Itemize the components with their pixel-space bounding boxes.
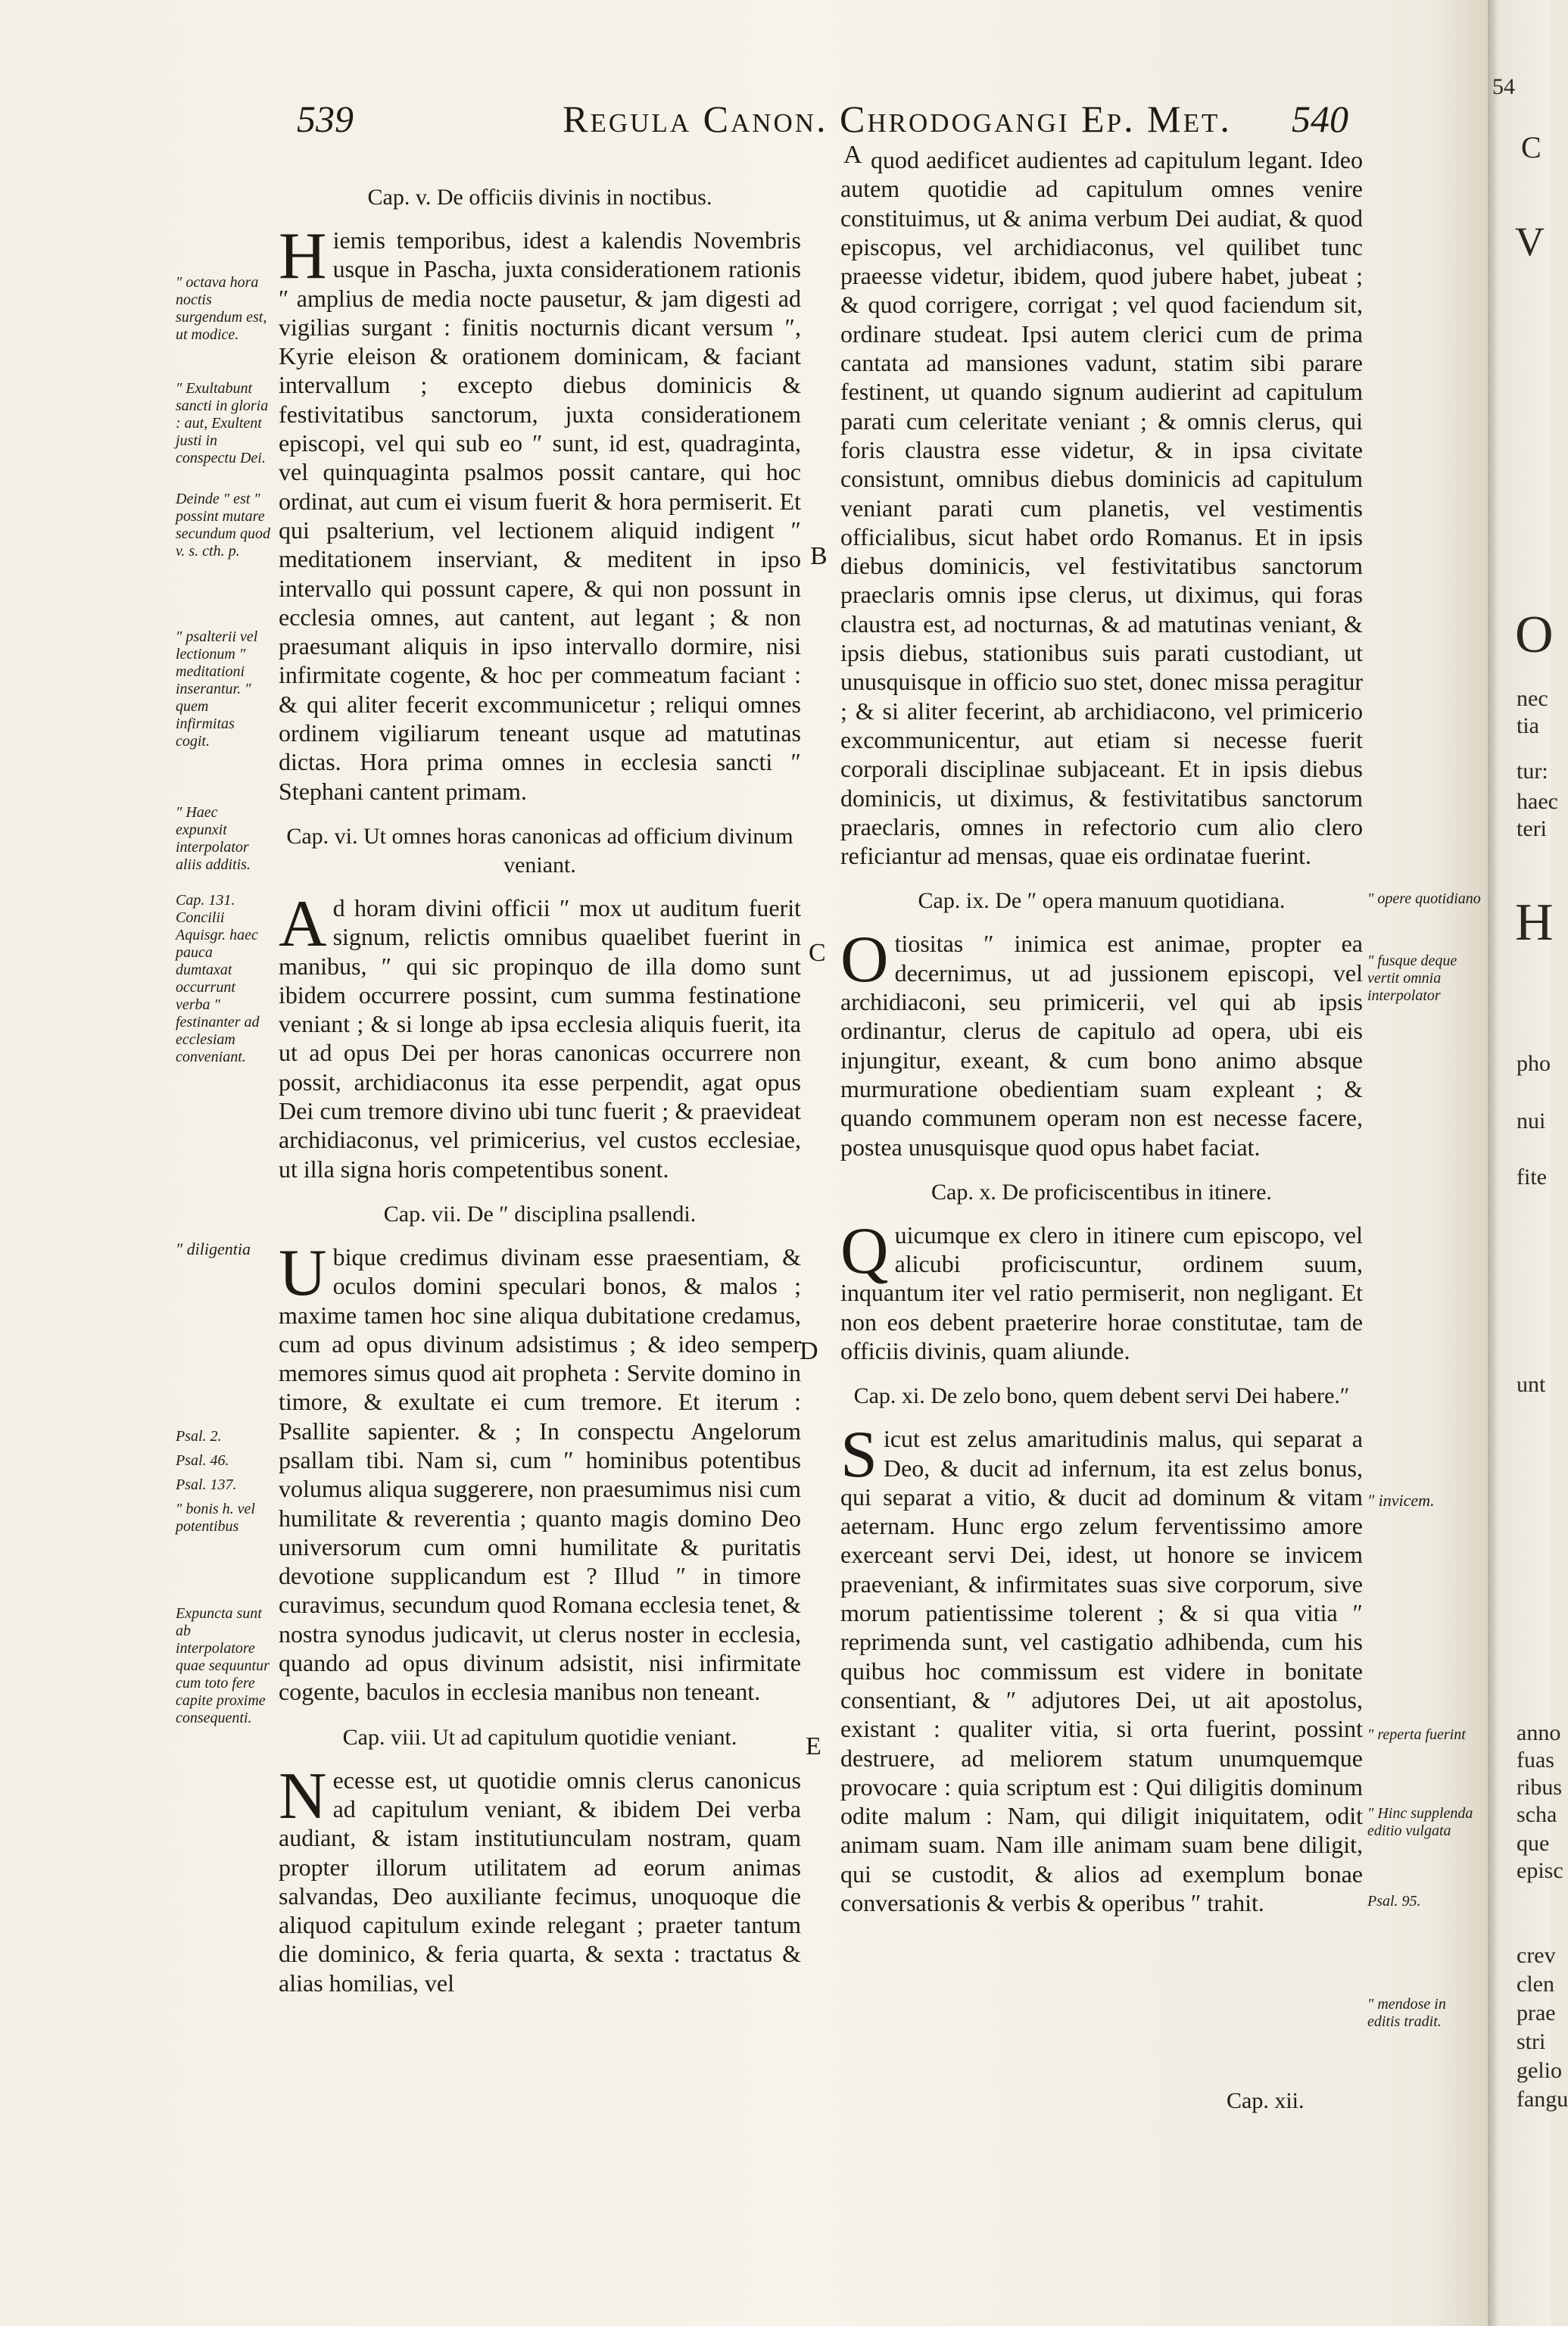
chapter-text: Necesse est, ut quotidie omnis clerus canonicus ad capitulum veniant, & ibidem Dei verba audiant, & istam institutiunculam nostram, quam propter illorum utilitatem ad eorum animas salvandas, Deo auxiliante fecimus, unoquoque die aliquod capitulum exinde relegant ; praeter tantum die dominico, & feria quarta, & sexta : tractatus & alias homilias, vel <box>279 1759 801 1997</box>
margin-note: ″ octava hora noctis surgendum est, ut modice. <box>176 274 267 343</box>
chapter-heading: Cap. ix. De ″ opera manuum quotidiana. <box>918 888 1286 914</box>
adjacent-fragment: gelio <box>1517 2058 1562 2083</box>
adjacent-fragment: ribus <box>1517 1775 1562 1800</box>
drop-cap: S <box>840 1418 878 1492</box>
drop-cap: N <box>279 1759 327 1833</box>
adjacent-fragment: C <box>1521 130 1542 164</box>
adjacent-fragment: nec <box>1517 686 1548 711</box>
drop-cap: H <box>279 220 327 293</box>
margin-note: ″ psalterii vel lectionum ″ meditationi inserantur. ″ quem infirmitas cogit. <box>176 628 258 750</box>
adjacent-fragment: scha <box>1517 1802 1557 1827</box>
chapter-heading: Cap. vi. Ut omnes horas canonicas ad officium divinum veniant. <box>286 823 793 878</box>
adjacent-fragment: que <box>1517 1831 1550 1856</box>
margin-note: Deinde ″ est ″ possint mutare secundum quod v. s. cth. p. <box>176 491 270 560</box>
chapter-heading: Cap. vii. De ″ disciplina psallendi. <box>383 1201 697 1227</box>
drop-cap: Q <box>840 1214 889 1288</box>
adjacent-fragment: teri <box>1517 816 1547 841</box>
chapter-heading: Cap. x. De proficiscentibus in itinere. <box>931 1179 1272 1205</box>
margin-note: Psal. 95. <box>1367 1893 1421 1910</box>
chapter-text: Quicumque ex clero in itinere cum episcopo, vel alicubi proficiscuntur, ordinem suum, inquantum iter vel ratio permiserit, non negligant. Et non eos debent praeterire horae constitutae, tam de officiis divinis, quam aliunde. <box>840 1214 1363 1364</box>
catchword: Cap. xii. <box>1227 2088 1305 2113</box>
chapter-text: Ad horam divini officii ″ mox ut auditum fuerit signum, relictis omnibus quaelibet fuerint in manibus, ″ qui sic propinquo de illa domo sunt ibidem occurrere possint, cum summa festinatione veniant ; & si longe ab ipsa ecclesia aliquis fuerit, ita ut ad opus Dei per horas canonicas occurrere non possit, archidiaconus ita esse perpendit, agat opus Dei cum tremore divino ubi tunc fuerit ; & praevideat archidiaconus, vel primicerius, vel custos ecclesiae, ut illa signa horis competentibus sonent. <box>279 887 801 1183</box>
chapter-text: Sicut est zelus amaritudinis malus, qui separat a Deo, & ducit ad infernum, ita est zelus bonus, qui separat a vitio, & ducit ad dominum & vitam aeternam. Hunc ergo zelum ferventissimo amore exerceant servi Dei, idest, ut honore se invicem praeveniant, & infirmitates suas sive corporum, sive morum patientissime tolerent ; & si qua vitia ″ reprimenda sunt, vel castigatio adhibenda, cum his quibus hoc commissum est videre in bonitate consentiant, & ″ adjutores Dei, ut ait apostolus, existant : qualiter vitia, si orta fuerint, possint destruere, ad meliorem statum unumquemque provocare : quia scriptum est : Qui diligitis dominum odite malum : Nam, qui diligit iniquitatem, odit animam suam. Nam ille animam suam bene diligit, qui se custodit, & alios ad exemplum bonae conversationis & verbis & operibus ″ trahit. <box>840 1418 1363 1917</box>
adjacent-fragment: anno <box>1517 1720 1561 1745</box>
adjacent-fragment: haec <box>1517 789 1558 814</box>
adjacent-page-edge <box>1488 0 1568 2326</box>
adjacent-fragment: unt <box>1517 1372 1546 1397</box>
margin-note: Expuncta sunt ab interpolatore quae sequuntur cum toto fere capite proxime consequenti. <box>176 1605 270 1726</box>
adjacent-fragment: fangu <box>1517 2087 1568 2112</box>
page-number-right: 540 <box>1292 98 1348 140</box>
margin-note: ″ invicem. <box>1367 1491 1435 1510</box>
margin-note: ″ diligentia <box>176 1239 251 1258</box>
margin-note: Cap. 131. Concilii Aquisgr. haec pauca dumtaxat occurrunt verba ″ festinanter ad ecclesiam conveniant. <box>176 892 260 1065</box>
right-text-column <box>840 145 1363 1928</box>
adjacent-fragment: crev <box>1517 1943 1556 1968</box>
drop-cap: A <box>279 887 327 961</box>
drop-cap: U <box>279 1236 327 1310</box>
margin-note: Psal. 2. <box>176 1428 222 1445</box>
chapter-heading: Cap. viii. Ut ad capitulum quotidie veniant. <box>342 1724 737 1750</box>
adjacent-fragment: tia <box>1517 713 1539 738</box>
section-letter: C <box>809 939 826 967</box>
adjacent-fragment: prae <box>1517 2000 1556 2025</box>
adjacent-fragment: O <box>1515 606 1554 664</box>
adjacent-fragment: episc <box>1517 1858 1563 1883</box>
chapter-text: Hiemis temporibus, idest a kalendis Novembris usque in Pascha, juxta considerationem rationis ″ amplius de media nocte pausetur, & jam digesti ad vigilias surgant : finitis nocturnis dicant versum ″, Kyrie eleison & orationem dominicam, & faciant intervallum ; excepto diebus dominicis & festivitatibus sanctorum, juxta considerationem episcopi, vel qui sub eo ″ sunt, id est, quadraginta, vel quinquaginta psalmos possit cantare, qui hoc ordinat, aut cum ei visum fuerit & hora permiserit. Et qui psalterium, vel lectionem aliquid indigent ″ meditationem inserviant, & meditent in ipso intervallo qui possunt capere, & qui non possunt in ecclesia omnes, aut cantent, aut legant ; & non praesumant aliquis in ipso intervallo dormire, nisi infirmitate cogente, & hoc per commeatum faciant : & qui aliter fecerit excommunicetur ; reliqui omnes ordinem vigiliarum teneant usque ad matutinas dictas. Hora prima omnes in ecclesia sancti ″ Stephani cantent primam. <box>279 220 801 805</box>
chapter-text: Otiositas ″ inimica est animae, propter ea decernimus, ut ad jussionem episcopi, vel archidiaconi, seu primicerii, vel qui ab ipsis ordinantur, clerus de capitulo ad opera, ubi eis injungitur, exeant, & cum bono animo absque murmuratione obedientiam suam expleant ; & quando communem operam non est necesse facere, postea unusquisque quod opus habet faciat. <box>840 923 1363 1161</box>
adjacent-fragment: fite <box>1517 1165 1547 1190</box>
section-letter: B <box>810 542 828 570</box>
continued-text: quod aedificet audientes ad capitulum legant. Ideo autem quotidie ad capitulum omnes venire constituimus, ut & anima verbum Dei audiat, & quod episcopus, vel archidiaconus, vel quilibet tunc praeesse videtur, ibidem, quod jubere habet, jubeat ; & quod corrigere, corrigat ; vel quod faciendum sit, ordinare studeat. Ipsi autem clerici cum de prima cantata ad mansiones vadunt, statim sibi parare festinent, ut quando signum audierint ad capitulum parati cum celeritate veniant ; & omnis clerus, qui foris claustra esse videtur, & in ipsa civitate consistunt, omnibus diebus dominicis ad capitulum veniant parati cum planetis, vel vestimentis officialibus, sicut habet ordo Romanus. Et in ipsis diebus dominicis, vel festivitatibus sanctorum praeclaris omnis ipse clerus, ut diximus, qui foras claustra est, ad nocturnas, & ad matutinas veniant, & ipsis diebus, stationibus suis parati custodiant, ut unusquisque in officio suo stet, donec missa peragitur ; & si aliter fecerint, ab archidiacono, vel primicerio excommunicentur, aut etiam si necesse fuerit corporali disciplinae subjaceant. Et in ipsis diebus dominicis, ut diximus, & festivitatibus sanctorum praeclaris, omnes in refectorio cum alio clero reficiantur ad mensas, quae eis ordinatae fuerint. <box>840 146 1363 870</box>
margin-note: ″ Exultabunt sancti in gloria : aut, Exultent justi in conspectu Dei. <box>176 380 269 466</box>
running-title: Regula Canon. Chrodogangi Ep. Met. <box>563 98 1232 140</box>
adjacent-fragment: H <box>1515 893 1554 952</box>
adjacent-fragment: tur: <box>1517 759 1548 784</box>
page-number-left: 539 <box>297 98 354 140</box>
section-letter: D <box>800 1337 818 1365</box>
adjacent-fragment: nui <box>1517 1108 1546 1133</box>
margin-note: ″ opere quotidiano <box>1367 890 1481 907</box>
adjacent-fragment: 54 <box>1492 74 1515 99</box>
margin-note: ″ Hinc supplenda editio vulgata <box>1367 1805 1473 1839</box>
drop-cap: O <box>840 923 889 997</box>
margin-note: ″ reperta fuerint <box>1367 1726 1466 1743</box>
margin-note: ″ Haec expunxit interpolator aliis additis. <box>176 804 251 873</box>
margin-note: Psal. 46. <box>176 1452 229 1469</box>
margin-note: ″ bonis h. vel potentibus <box>176 1501 255 1535</box>
adjacent-fragment: clen <box>1517 1972 1554 1997</box>
margin-note: ″ fusque deque vertit omnia interpolator <box>1367 953 1457 1004</box>
margin-note: ″ mendose in editis tradit. <box>1367 1996 1446 2030</box>
chapter-text: Ubique credimus divinam esse praesentiam, & oculos domini speculari bonos, & malos ; maxime tamen hoc sine aliqua dubitatione credamus, cum ad opus divinum adsistimus ; & ideo semper memores simus quod ait propheta : Servite domino in timore, & exultate ei cum tremore. Et iterum : Psallite sapienter. & ; In conspectu Angelorum psallam tibi. Nam si, cum ″ hominibus potentibus volumus aliqua suggerere, non praesumimus nisi cum humilitate & reverentia ; quanto magis domino Deo universorum cum omni humilitate & puritatis devotione supplicandum est ? Illud ″ in timore curavimus, secundum quod Romana ecclesia tenet, & nostra synodus judicavit, ut clerus noster in ecclesia, quando ad opus divinum adsistit, nisi infirmitate cogente, baculos in ecclesia manibus non teneant. <box>279 1236 801 1706</box>
adjacent-fragment: stri <box>1517 2029 1546 2054</box>
left-text-column <box>279 167 801 2008</box>
chapter-heading: Cap. xi. De zelo bono, quem debent servi Dei habere.″ <box>853 1383 1350 1409</box>
chapter-heading: Cap. v. De officiis divinis in noctibus. <box>367 185 712 210</box>
margin-note: Psal. 137. <box>176 1476 237 1493</box>
adjacent-fragment: V <box>1515 219 1545 264</box>
section-letter: A <box>843 141 862 169</box>
section-letter: E <box>806 1732 821 1760</box>
adjacent-fragment: pho <box>1517 1051 1551 1076</box>
adjacent-fragment: fuas <box>1517 1748 1554 1773</box>
